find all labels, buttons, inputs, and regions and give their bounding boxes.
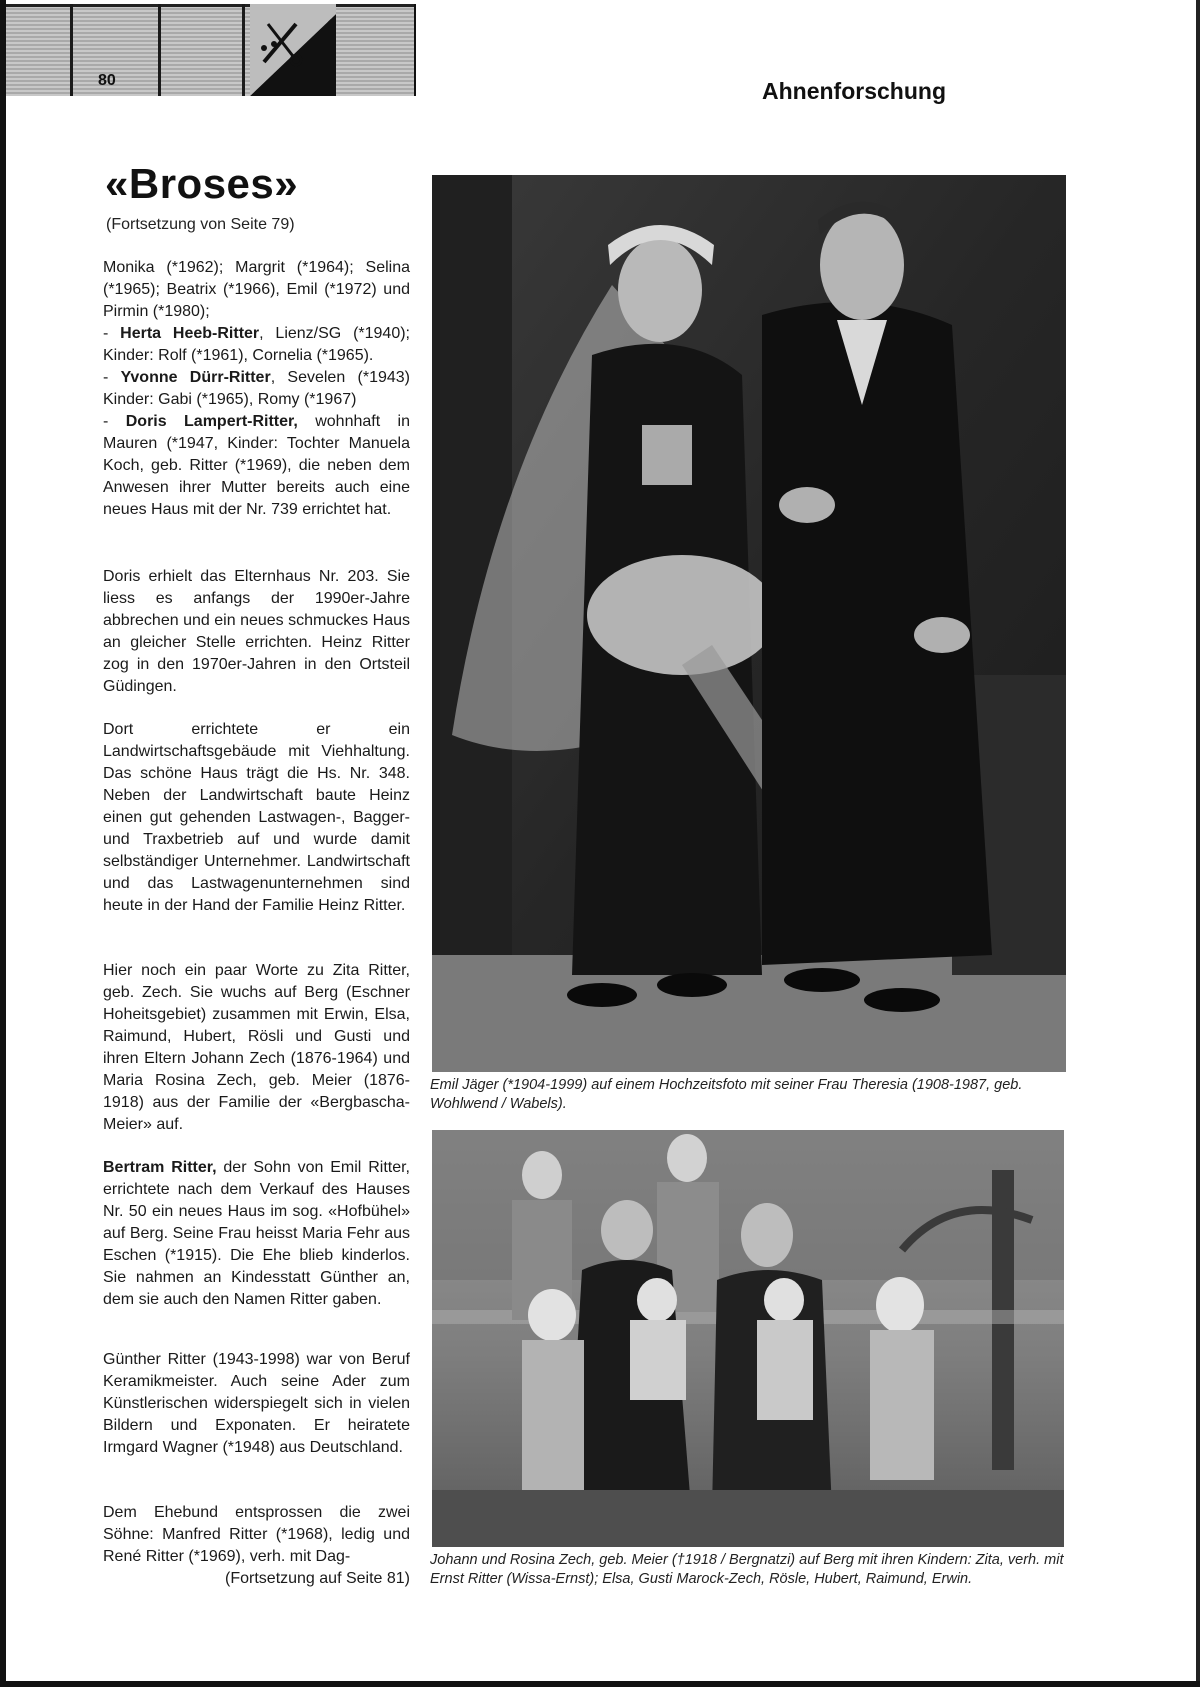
person-name: Yvonne Dürr-Ritter [120, 369, 271, 386]
section-title: Ahnenforschung [762, 78, 946, 104]
header-divider [242, 4, 245, 96]
photo-caption: Johann und Rosina Zech, geb. Meier (†1918 / Bergnatzi) auf Berg mit ihren Kindern: Zita, verh. mit Ernst Ritter (Wissa-Ernst); Elsa, Gusti Marock-Zech, Rösle, Hubert, Raimund, Erwin. [430, 1552, 1064, 1587]
person-name: Bertram Ritter, [103, 1159, 217, 1176]
paragraph: Günther Ritter (1943-1998) war von Beruf Keramikmeister. Auch seine Ader zum Künstlerischen widerspiegelt sich in vielen Bildern und Exponaten. Er heiratete Irmgard Wagner (*1948) aus Deutschland. [103, 1351, 410, 1456]
header-grid [6, 4, 416, 96]
family-photo [432, 1130, 1064, 1547]
article-subtitle: (Fortsetzung von Seite 79) [106, 216, 295, 233]
paragraph: Monika (*1962); Margrit (*1964); Selina (*1965); Beatrix (*1966), Emil (*1972) und Pirmin (*1980); [103, 259, 410, 320]
crossed-tools-icon [250, 4, 336, 96]
article-title: «Broses» [105, 160, 299, 207]
person-name: Herta Heeb-Ritter [120, 325, 260, 342]
page-number: 80 [98, 72, 116, 89]
list-item: - Herta Heeb-Ritter, Lienz/SG (*1940); Kinder: Rolf (*1961), Cornelia (*1965). [103, 325, 410, 364]
text-block-children [103, 257, 410, 521]
header-divider [70, 4, 73, 96]
header-rule [6, 4, 414, 7]
header-divider [158, 4, 161, 96]
paragraph: Bertram Ritter, der Sohn von Emil Ritter, errichtete nach dem Verkauf des Hauses Nr. 50 ein neues Haus im sog. «Hofbühel» auf Berg. Seine Frau heisst Maria Fehr aus Eschen (*1915). Die Ehe blieb kinderlos. Sie nahmen an Kindesstatt Günther an, dem sie auch den Namen Ritter gaben. [103, 1159, 410, 1308]
paragraph: Doris erhielt das Elternhaus Nr. 203. Sie liess es anfangs der 1990er-Jahre abbrechen und ein neues schmuckes Haus an gleicher Stelle errichten. Heinz Ritter zog in den 1970er-Jahren in den Ortsteil Güdingen. [103, 568, 410, 695]
wedding-photo [432, 175, 1066, 1072]
person-name: Doris Lampert-Ritter, [125, 413, 298, 430]
continued-note: (Fortsetzung auf Seite 81) [225, 1570, 410, 1587]
paragraph: Dem Ehebund entsprossen die zwei Söhne: Manfred Ritter (*1968), ledig und René Ritter (*1969), verh. mit Dag- (Fortsetzung auf Seite 81) [103, 1502, 410, 1590]
paragraph: Hier noch ein paar Worte zu Zita Ritter, geb. Zech. Sie wuchs auf Berg (Eschner Hoheitsgebiet) zusammen mit Erwin, Elsa, Raimund, Hubert, Rösli und Gusti und ihren Eltern Johann Zech (1876-1964) und Maria Rosina Zech, geb. Meier (1876-1918) aus der Familie der «Bergbascha-Meier» auf. [103, 962, 410, 1133]
photo-caption: Emil Jäger (*1904-1999) auf einem Hochzeitsfoto mit seiner Frau Theresia (1908-1987, geb. Wohlwend / Wabels). [430, 1077, 1023, 1112]
list-item: - Doris Lampert-Ritter, wohnhaft in Mauren (*1947, Kinder: Tochter Manuela Koch, geb. Ritter (*1969), die neben dem Anwesen ihrer Mutter bereits auch eine neues Haus mit der Nr. 739 errichtet hat. [103, 413, 411, 518]
paragraph: Dort errichtete er ein Landwirtschaftsgebäude mit Viehhaltung. Das schöne Haus trägt die Hs. Nr. 348. Neben der Landwirtschaft baute Heinz einen gut gehenden Lastwagen-, Bagger- und Traxbetrieb auf und wurde damit selbständiger Unternehmer. Landwirtschaft und das Lastwagenunternehmen sind heute in der Hand der Familie Heinz Ritter. [103, 721, 410, 914]
list-item: - Yvonne Dürr-Ritter, Sevelen (*1943) Kinder: Gabi (*1965), Romy (*1967) [103, 369, 410, 408]
